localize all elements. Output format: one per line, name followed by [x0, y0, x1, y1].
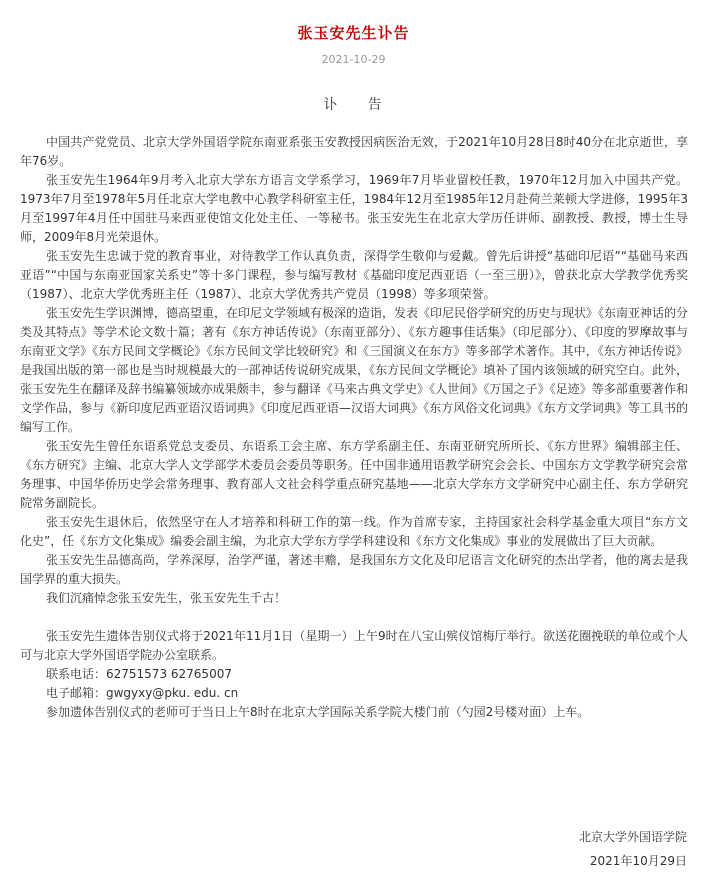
page-title: 张玉安先生讣告 [297, 24, 410, 42]
publish-date: 2021-10-29 [321, 53, 386, 66]
signature-date: 2021年10月29日 [589, 854, 687, 868]
paragraph: 张玉安先生忠诚于党的教育事业，对待教学工作认真负责，深得学生敬仰与爱戴。曾先后讲授“基础印尼语”“基础马来西亚语”“中国与东南亚国家关系史”等十多门课程，参与编写教材《基础印度尼西亚语（一至三册）》，曾获北京大学教学优秀奖（1987）、北京大学优秀班主任（1987）、北京大学优秀共产党员（1998）等多项荣誉。 [20, 249, 688, 301]
notice-heading: 讣 告 [323, 97, 384, 113]
paragraph: 我们沉痛悼念张玉安先生，张玉安先生千古！ [46, 591, 287, 605]
paragraph: 张玉安先生退休后，依然坚守在人才培养和科研工作的第一线。作为首席专家，主持国家社会科学基金重大项目“东方文化史”，任《东方文化集成》编委会副主编，为北京大学东方学学科建设和《东方文化集成》事业的发展做出了巨大贡献。 [20, 515, 688, 548]
funeral-notice: 张玉安先生遗体告别仪式将于2021年11月1日（星期一）上午9时在八宝山殡仪馆梅厅举行。欲送花圈挽联的单位或个人可与北京大学外国语学院办公室联系。 [20, 629, 688, 662]
bus-notice: 参加遗体告别仪式的老师可于当日上午8时在北京大学国际关系学院大楼门前（勺园2号楼对面）上车。 [46, 705, 590, 719]
paragraph: 张玉安先生曾任东语系党总支委员、东语系工会主席、东方学系副主任、东南亚研究所所长、《东方世界》编辑部主任、《东方研究》主编、北京大学人文学部学术委员会委员等职务。任中国非通用语教学研究会会长、中国东方文学教学研究会常务理事、中国华侨历史学会常务理事、教育部人文社会科学重点研究基地——北京大学东方文学研究中心副主任、东方学研究院常务副院长。 [20, 439, 688, 510]
paragraph: 中国共产党党员、北京大学外国语学院东南亚系张玉安教授因病医治无效，于2021年10月28日8时40分在北京逝世，享年76岁。 [20, 135, 688, 168]
paragraph: 张玉安先生品德高尚，学养深厚，治学严谨，著述丰赡，是我国东方文化及印尼语言文化研究的杰出学者，他的离去是我国学界的重大损失。 [20, 553, 688, 586]
contact-email: 电子邮箱：gwgyxy@pku. edu. cn [46, 686, 239, 700]
signature-org: 北京大学外国语学院 [578, 830, 687, 844]
notice-body [20, 133, 688, 722]
contact-phone: 联系电话：62751573 62765007 [46, 667, 232, 681]
paragraph: 张玉安先生1964年9月考入北京大学东方语言文学系学习，1969年7月毕业留校任教，1970年12月加入中国共产党。1973年7月至1978年5月任北京大学电教中心教学科研室主任，1984年12月至1985年12月赴荷兰莱顿大学进修，1995年3月至1997年4月任中国驻马来西亚使馆文化处主任、一等秘书。张玉安先生在北京大学历任讲师、副教授、教授，博士生导师，2009年8月光荣退休。 [20, 173, 688, 244]
paragraph: 张玉安先生学识渊博，德高望重，在印尼文学领域有极深的造诣，发表《印尼民俗学研究的历史与现状》《东南亚神话的分类及其特点》等学术论文数十篇；著有《东方神话传说》（东南亚部分）、《东方趣事佳话集》（印尼部分）、《印度的罗摩故事与东南亚文学》《东方民间文学概论》《东方民间文学比较研究》和《三国演义在东方》等多部学术著作。其中，《东方神话传说》是我国出版的第一部也是当时规模最大的一部神话传说研究成果，《东方民间文学概论》填补了国内该领域的研究空白。此外，张玉安先生在翻译及辞书编纂领域亦成果颇丰，参与翻译《马来古典文学史》《人世间》《万国之子》《足迹》等多部重要著作和文学作品，参与《新印度尼西亚语汉语词典》《印度尼西亚语—汉语大词典》《东方风俗文化词典》《东方文学词典》等工具书的编写工作。 [20, 306, 689, 434]
